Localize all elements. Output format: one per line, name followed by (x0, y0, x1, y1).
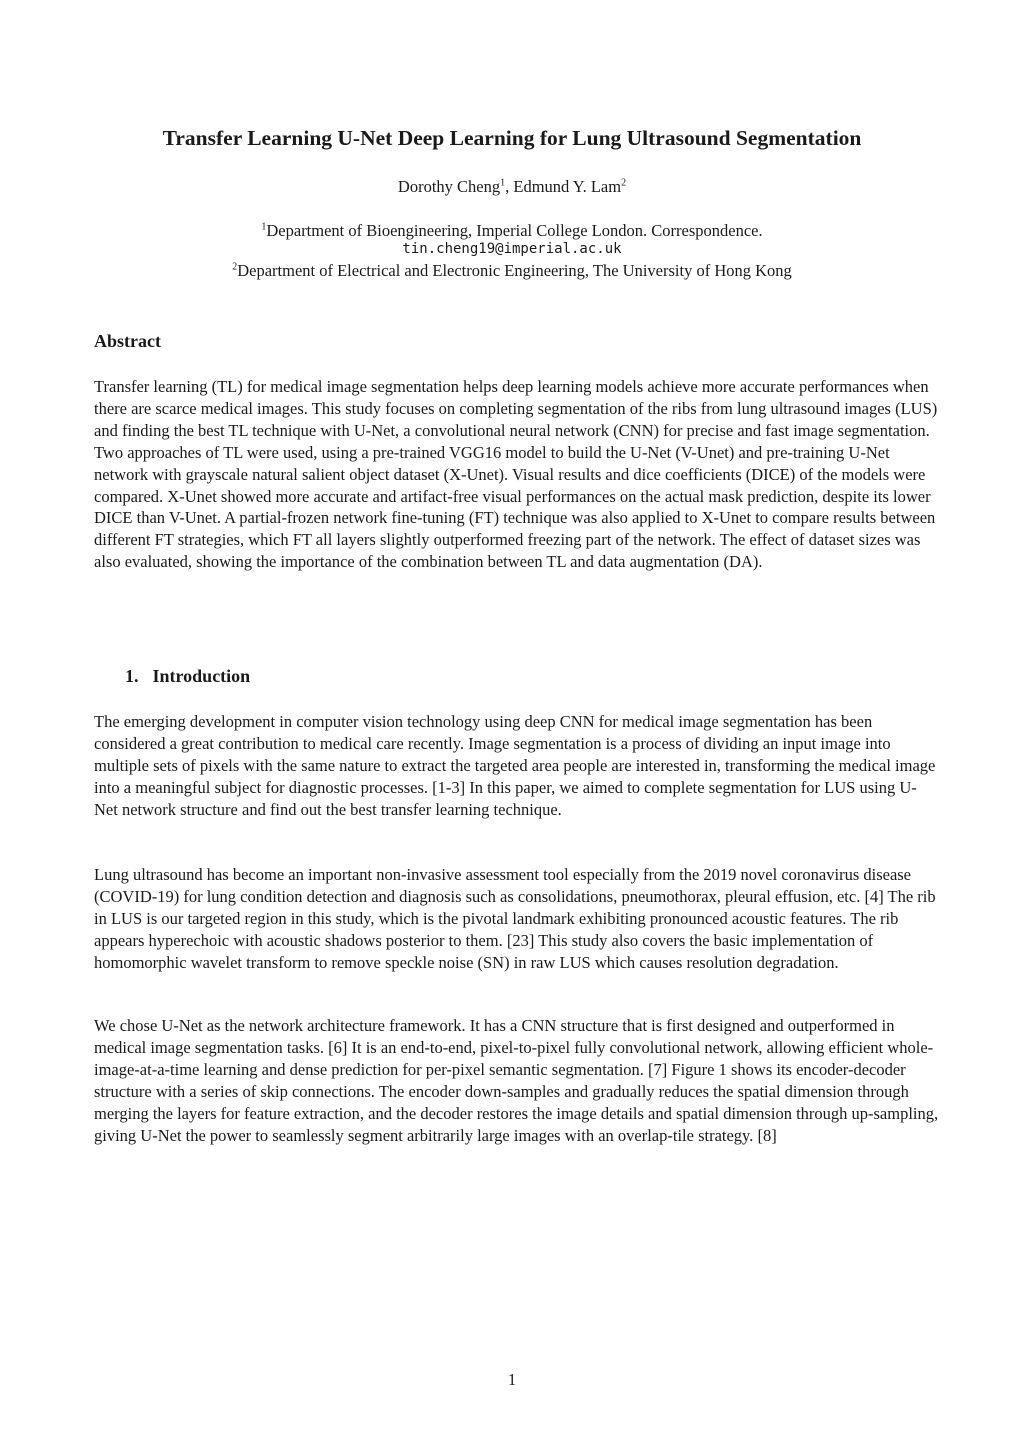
affiliation-2 (0, 260, 1024, 282)
introduction-paragraph: We chose U-Net as the network architecture framework. It has a CNN structure that is first designed and outperformed in medical image segmentation tasks. [6] It is an end-to-end, pixel-to-pixel fully convolutional network, allowing efficient whole-image-at-a-time learning and dense prediction for per-pixel semantic segmentation. [7] Figure 1 shows its encoder-decoder structure with a series of skip connections. The encoder down-samples and gradually reduces the spatial dimension through merging the layers for feature extraction, and the decoder restores the image details and spatial dimension through up-sampling, giving U-Net the power to seamlessly segment arbitrarily large images with an overlap-tile strategy. [8] (94, 1016, 939, 1145)
author-affiliation-marker: 2 (621, 177, 627, 189)
introduction-heading (125, 664, 250, 688)
introduction-paragraph: Lung ultrasound has become an important non-invasive assessment tool especially from the 2019 novel coronavirus disease (COVID-19) for lung condition detection and diagnosis such as consolidations, pneumothorax, pleural effusion, etc. [4] The rib in LUS is our targeted region in this study, which is the pivotal landmark exhibiting pronounced acoustic features. The rib appears hyperechoic with acoustic shadows posterior to them. [23] This study also covers the basic implementation of homomorphic wavelet transform to remove speckle noise (SN) in raw LUS which causes resolution degradation. (94, 865, 936, 972)
paper-title: Transfer Learning U-Net Deep Learning for Lung Ultrasound Segmentation (162, 126, 862, 150)
abstract-heading: Abstract (94, 331, 161, 351)
author-line (0, 176, 1024, 198)
section-number: 1. (125, 666, 139, 686)
page-number: 1 (507, 1370, 517, 1389)
author-name: Edmund Y. Lam (513, 177, 622, 196)
correspondence-email[interactable]: tin.cheng19@imperial.ac.uk (402, 241, 622, 257)
affiliation-text: Department of Bioengineering, Imperial College London. Correspondence. (266, 221, 763, 240)
affiliation-text: Department of Electrical and Electronic Engineering, The University of Hong Kong (237, 261, 792, 280)
author-affiliation-marker: 1 (500, 177, 506, 189)
affiliation-1 (0, 220, 1024, 242)
section-title: Introduction (152, 666, 251, 686)
author-separator: , (505, 177, 514, 196)
affiliation-marker: 1 (261, 221, 267, 233)
abstract-paragraph: Transfer learning (TL) for medical image segmentation helps deep learning models achieve more accurate performances when there are scarce medical images. This study focuses on completing segmentation of the ribs from lung ultrasound images (LUS) and finding the best TL technique with U-Net, a convolutional neural network (CNN) for precise and fast image segmentation. Two approaches of TL were used, using a pre-trained VGG16 model to build the U-Net (V-Unet) and pre-training U-Net network with grayscale natural salient object dataset (X-Unet). Visual results and dice coefficients (DICE) of the models were compared. X-Unet showed more accurate and artifact-free visual performances on the actual mask prediction, despite its lower DICE than V-Unet. A partial-frozen network fine-tuning (FT) technique was also applied to X-Unet to compare results between different FT strategies, which FT all layers slightly outperformed freezing part of the network. The effect of dataset sizes was also evaluated, showing the importance of the combination between TL and data augmentation (DA). (94, 377, 938, 572)
affiliation-marker: 2 (232, 261, 238, 273)
introduction-paragraph: The emerging development in computer vision technology using deep CNN for medical image segmentation has been considered a great contribution to medical care recently. Image segmentation is a process of dividing an input image into multiple sets of pixels with the same nature to extract the targeted area people are interested in, transforming the medical image into a meaningful subject for diagnostic processes. [1-3] In this paper, we aimed to complete segmentation for LUS using U-Net network structure and find out the best transfer learning technique. (94, 712, 936, 819)
author-name: Dorothy Cheng (397, 177, 501, 196)
